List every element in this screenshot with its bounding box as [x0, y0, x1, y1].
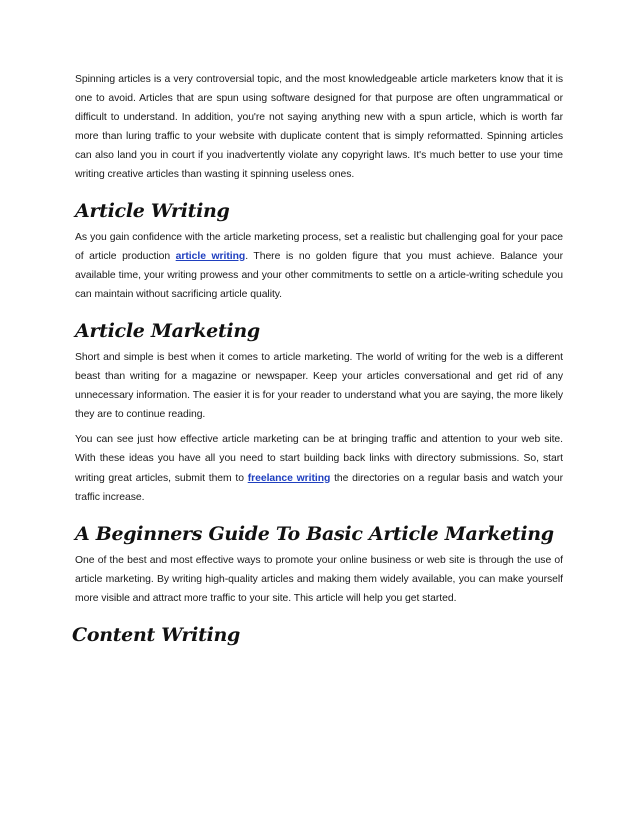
article-marketing-paragraph-2	[75, 430, 563, 506]
intro-paragraph: Spinning articles is a very controversial topic, and the most knowledgeable article marketers know that it is one to avoid. Articles that are spun using software designed for that purpose are often ungrammatical or difficult to understand. In addition, you're not saying anything new with a spun article, which is worth far more than luring traffic to your website with duplicate content that is simply reformatted. Spinning articles can also land you in court if you inadvertently violate any copyright laws. It's much better to use your time writing creative articles than wasting it spinning useless ones.	[75, 74, 563, 181]
article-writing-link[interactable]: article writing	[175, 250, 246, 262]
heading-content-writing: Content Writing	[72, 623, 240, 646]
document-page	[72, 70, 563, 652]
article-marketing-paragraph-1: Short and simple is best when it comes to article marketing. The world of writing for the web is a different beast than writing for a magazine or newspaper. Keep your articles conversational and get rid of any unnecessary information. The easier it is for your reader to understand what you are saying, the more likely they are to continue reading.	[75, 351, 563, 421]
beginners-guide-paragraph: One of the best and most effective ways to promote your online business or web site is through the use of article marketing. By writing high-quality articles and making them widely available, you can make yourself more visible and attract more traffic to your site. This article will help you get started.	[75, 554, 563, 604]
article-marketing-text-start: You can see just how effective article marketing can be at bringing traffic and attention to your web site. With these ideas you have all you need to start building back links with directory submissions. So, start writing great articles, submit them to	[75, 434, 563, 484]
heading-article-marketing: Article Marketing	[75, 319, 260, 342]
article-writing-text-start: As you gain confidence with the article marketing process, set a realistic but challenging goal for your pace of article production	[75, 231, 563, 262]
heading-article-writing: Article Writing	[75, 199, 230, 222]
article-writing-text-end: . There is no golden figure that you must achieve. Balance your available time, your writing prowess and your other commitments to settle on a article-writing schedule you can maintain without sacrificing article quality.	[75, 250, 563, 300]
article-writing-paragraph	[75, 228, 563, 304]
freelance-writing-link[interactable]: freelance writing	[247, 472, 331, 484]
article-marketing-text-end: the directories on a regular basis and watch your traffic increase.	[75, 472, 563, 503]
heading-beginners-guide: A Beginners Guide To Basic Article Marketing	[75, 522, 554, 545]
